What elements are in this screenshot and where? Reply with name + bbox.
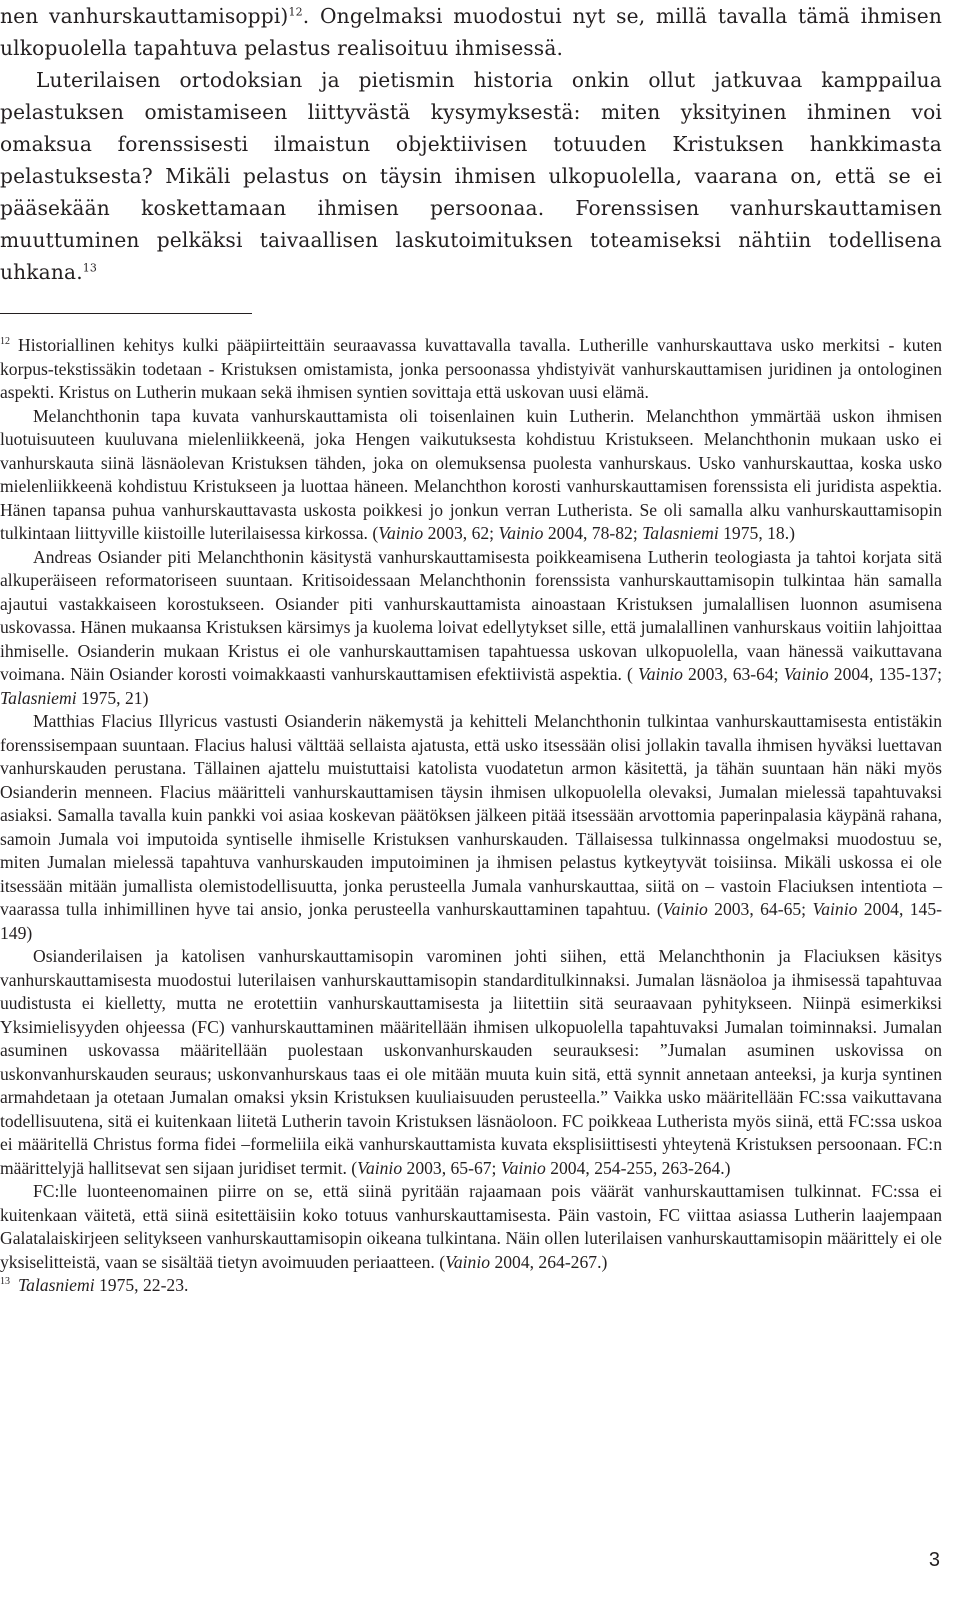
footnote-number: 13	[0, 1276, 10, 1288]
footnote-ref-13: 13	[82, 261, 98, 275]
main-paragraph-2: Luterilaisen ortodoksian ja pietismin historia onkin ollut jatkuvaa kamppailua pelastuksen omistamiseen liittyvästä kysymyksestä: miten yksityinen ihminen voi omaksua forenssisesti ilmaistun objektiivisen totuuden Kristuksen hankkimasta pelastuksesta? Mikäli pelastus on täysin ihmisen ulkopuolella, vaarana on, että se ei pääsekään koskettamaan ihmisen persoonaa. Forenssisen vanhurskauttamisen muuttuminen pelkäksi taivaallisen laskutoimituksen toteamiseksi nähtiin todellisena uhkana.$^{13}$	[0, 68, 942, 284]
citation-author: Vainio	[500, 1157, 546, 1178]
footnotes	[0, 334, 942, 1298]
citation-author: Vainio	[357, 1157, 403, 1178]
citation-author: Talasniemi	[18, 1275, 95, 1295]
footnote-ref-12: 12	[288, 5, 303, 19]
footnote-separator	[0, 313, 252, 314]
page-number: 3	[928, 1549, 940, 1571]
main-text	[0, 0, 942, 288]
footnote-13: $^{13}$ Talasniemi 1975, 22-23.	[0, 1275, 189, 1295]
footnote-12-paragraph-4: Matthias Flacius Illyricus vastusti Osianderin näkemystä ja kehitteli Melanchthonin tulkintaa vanhurskauttamisesta entistäkin forenssisempaan suuntaan. Flacius halusi välttää sellaista ajatusta, että usko itsessään olisi jollakin tavalla ihmisen hyväksi luettavan vanhurskauden perustana. Tällainen ajattelu muistuttaisi katolista vuodatetun armon käsitettä, ja tähän suuntaan hän näki myös Osianderin menneen. Flacius määritteli vanhurskauttamisen täysin ihmisen ulkopuolella olevaksi, Jumalan mielessä tapahtuvaksi asiaksi. Samalla tavalla kuin pankki voi asiaa koskevan päätöksen jälkeen pitää itsessään arvottomia paperinpalasia käypänä rahana, samoin Jumala voi imputoida syntiselle ihmiselle Kristuksen vanhurskauden. Tällaisessa tulkinnassa ongelmaksi muodostuu se, miten Jumalan mielessä tapahtuva vanhurskauden imputoiminen ja ihmisen pelastus kytkeytyvät toisiinsa. Mikäli uskossa ei ole itsessään mitään jumallista olemistodellisuutta, jonka perusteella Jumala vanhurskauttaa, siitä on – vastoin Flaciuksen intentiota – vaarassa tulla inhimillinen hyve tai ansio, jonka perusteella vanhurskauttaminen tapahtuu. (Vainio 2003, 64-65; Vainio 2004, 145-149)	[0, 711, 943, 943]
main-paragraph-1: nen vanhurskauttamisoppi)$^{12}$. Ongelmaksi muodostui nyt se, millä tavalla tämä ihmisen ulkopuolella tapahtuva pelastus realisoituu ihmisessä.	[0, 4, 942, 60]
citation-author: Vainio	[783, 664, 829, 684]
citation-author: Vainio	[445, 1251, 491, 1272]
footnote-12-paragraph-6: FC:lle luonteenomainen piirre on se, että siinä pyritään rajaamaan pois väärät vanhurskauttamisen tulkinnat. FC:ssa ei kuitenkaan väitetä, että siinä esitettäisiin koko totuus vanhurskauttamisesta. Päin vastoin, FC viittaa asiassa Lutherin laajempaan Galatalaiskirjeen selitykseen vanhurskauttamisopin oikeana tulkintana. Näin ollen luterilaisen vanhurskauttamisopin määrittely ei ole yksiselitteistä, vaan se sisältää tietyn avoimuuden periaatteen. (Vainio 2004, 264-267.)	[0, 1181, 942, 1272]
footnote-12: $^{12}$ Historiallinen kehitys kulki pääpiirteittäin seuraavassa kuvattavalla tavalla. Lutherille vanhurskauttava usko merkitsi - kuten korpus-tekstissäkin todetaan - Kristuksen omistamista, jonka persoonassa yhdistyivät vanhurskauttamisen juridinen ja ontologinen aspekti. Kristus on Lutherin mukaan sekä ihmisen syntien sovittaja että uskovan uusi elämä.	[0, 335, 942, 402]
footnote-12-paragraph-2: Melanchthonin tapa kuvata vanhurskauttamista oli toisenlainen kuin Lutherin. Melanchthon ymmärtää uskon ihmisen luotuisuuteen kuuluvana mielenliikkeenä, joka Hengen vaikutuksesta kohdistuu Kristukseen. Melanchthonin mukaan usko ei vanhurskauta siinä läsnäolevan Kristuksen tähden, joka on olemuksensa puolesta vanhurskaus. Usko vanhurskauttaa, koska usko mielenliikkeenä kohdistuu Kristukseen ja luottaa häneen. Melanchthon korosti vanhurskauttamisen forenssista eli juridista aspektia. Hänen tapansa puhua vanhurskauttavasta uskosta poikkesi jo jonkun verran Lutherista. Se oli samalla alku vanhurskauttamisopin tulkintaan liittyville kiistoille luterilaisessa kirkossa. (Vainio 2003, 62; Vainio 2004, 78-82; Talasniemi 1975, 18.)	[0, 405, 942, 543]
citation-author: Talasniemi	[642, 523, 719, 543]
citation-author: Talasniemi	[0, 687, 77, 708]
footnote-12-paragraph-3: Andreas Osiander piti Melanchthonin käsitystä vanhurskauttamisesta poikkeamisena Lutherin teologiasta ja tahtoi korjata sitä alkuperäiseen reformatoriseen suuntaan. Kritisoidessaan Melanchthonin forenssista vanhurskauttamisopin tulkintaa hän samalla ajautui vastakkaiseen korostukseen. Osiander piti vanhurskauttamista ainoastaan Kristuksen jumalallisen luonnon asumisena uskovassa. Hänen mukaansa Kristuksen kärsimys ja kuolema loivat edellytykset sille, että jumalallinen vanhurskaus voitiin lahjoittaa ihmiselle. Osianderin mukaan Kristus ei ole vanhurskauttamisen tapahtuessa uskovan ulkopuolella, vaan hänessä vaikuttavana voimana. Näin Osiander korosti voimakkaasti vanhurskauttamisen efektiivistä aspektia. ( Vainio 2003, 63-64; Vainio 2004, 135-137; Talasniemi 1975, 21)	[0, 546, 942, 708]
citation-author: Vainio	[812, 899, 858, 919]
citation-author: Vainio	[637, 664, 683, 684]
citation-author: Vainio	[498, 523, 544, 543]
footnote-number: 12	[0, 336, 10, 348]
citation-author: Vainio	[662, 899, 708, 919]
footnote-12-paragraph-5: Osianderilaisen ja katolisen vanhurskauttamisopin varominen johti siihen, että Melanchthonin ja Flaciuksen käsitys vanhurskauttamisesta muodostui luterilaisen vanhurskauttamisopin standarditulkinnaksi. Jumalan läsnäoloa ja ihmisessä tapahtuvaa uudistusta ei kielletty, mutta ne erotettiin vanhurskauttamisesta ja liitettiin sitä seuraavaan pyhitykseen. Niinpä esimerkiksi Yksimielisyyden ohjeessa (FC) vanhurskauttaminen määritellään ihmisen ulkopuolella tapahtuvaksi Jumalan toiminnaksi. Jumalan asuminen uskovassa määritellään puolestaan uskonvanhurskauden seurauksesi: ”Jumalan asuminen uskovissa on uskonvanhurskauden seuraus; uskonvanhurskaus taas ei ole mitään muuta kuin sitä, että synnit annetaan anteeksi, ja kurja syntinen armahdetaan ja otetaan Jumalan omaksi yksin Kristuksen kuuliaisuuden perusteella.” Vaikka usko määritellään FC:ssa vaikuttavana todellisuutena, sitä ei kuitenkaan liitetä Lutherin tavoin Kristuksen läsnäoloon. FC poikkeaa Lutherista myös siinä, että FC:ssa uskoa ei määritellä Christus forma fidei –formeliila eikä vanhurskauttamista kuvata eksplisiittisesti yhteytenä Kristuksen persoonaan. FC:n määrittelyjä hallitsevat sen sijaan juridiset termit. (Vainio 2003, 65-67; Vainio 2004, 254-255, 263-264.)	[0, 946, 942, 1178]
citation-author: Vainio	[378, 523, 424, 543]
